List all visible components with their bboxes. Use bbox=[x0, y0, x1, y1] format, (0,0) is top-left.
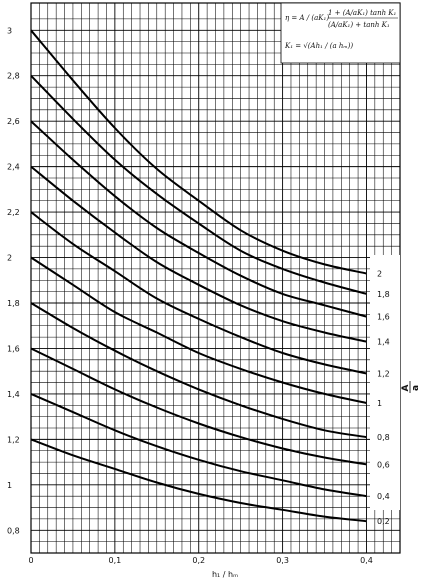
legend-label-7: 0,8 bbox=[377, 433, 390, 443]
legend-label-9: 0,4 bbox=[377, 492, 390, 502]
legend-label-5: 1,2 bbox=[377, 369, 390, 379]
legend-title-denominator: a bbox=[411, 384, 421, 392]
chart-grid bbox=[31, 3, 400, 553]
y-tick-label: 2,2 bbox=[7, 208, 20, 218]
formula-box bbox=[281, 3, 400, 63]
x-tick-label: 0,3 bbox=[276, 556, 289, 565]
y-axis-ticks bbox=[7, 26, 20, 535]
y-tick-label: 2,4 bbox=[7, 162, 20, 172]
legend-label-3: 1,6 bbox=[377, 312, 390, 322]
legend-label-4: 1,4 bbox=[377, 337, 390, 347]
legend-label-10: 0,2 bbox=[377, 517, 390, 527]
x-tick-label: 0,1 bbox=[108, 556, 122, 565]
x-axis-title: h₁ / hₘ bbox=[211, 570, 239, 579]
formula-line1-numerator: 1 + (A/aK₁) tanh K₁ bbox=[328, 9, 397, 17]
legend-label-8: 0,6 bbox=[377, 460, 390, 470]
legend-title-numerator: A bbox=[401, 384, 411, 392]
y-tick-label: 1,2 bbox=[7, 435, 20, 445]
formula-line1-denominator: (A/aK₁) + tanh K₁ bbox=[328, 21, 390, 29]
y-tick-label: 1,4 bbox=[7, 389, 20, 399]
y-tick-label: 2 bbox=[7, 253, 13, 263]
legend-label-1: 2 bbox=[377, 269, 383, 279]
x-axis-ticks bbox=[28, 556, 372, 565]
x-tick-label: 0,4 bbox=[360, 556, 373, 565]
y-tick-label: 2,6 bbox=[7, 117, 20, 127]
x-tick-label: 0 bbox=[28, 556, 34, 565]
y-tick-label: 1 bbox=[7, 480, 13, 490]
legend-title bbox=[401, 381, 421, 393]
y-tick-label: 1,6 bbox=[7, 344, 20, 354]
legend-label-2: 1,8 bbox=[377, 289, 390, 299]
legend-label-6: 1 bbox=[377, 399, 383, 408]
y-tick-label: 0,8 bbox=[7, 526, 20, 536]
y-tick-label: 2,8 bbox=[7, 71, 20, 81]
formula-line2: K₁ = √(Ah₁ / (a hₘ)) bbox=[285, 42, 354, 50]
y-tick-label: 3 bbox=[7, 26, 13, 36]
x-tick-label: 0,2 bbox=[192, 556, 206, 565]
y-tick-label: 1,8 bbox=[7, 299, 20, 308]
formula-line1-lhs: η = A / (aK₁) bbox=[285, 14, 330, 22]
